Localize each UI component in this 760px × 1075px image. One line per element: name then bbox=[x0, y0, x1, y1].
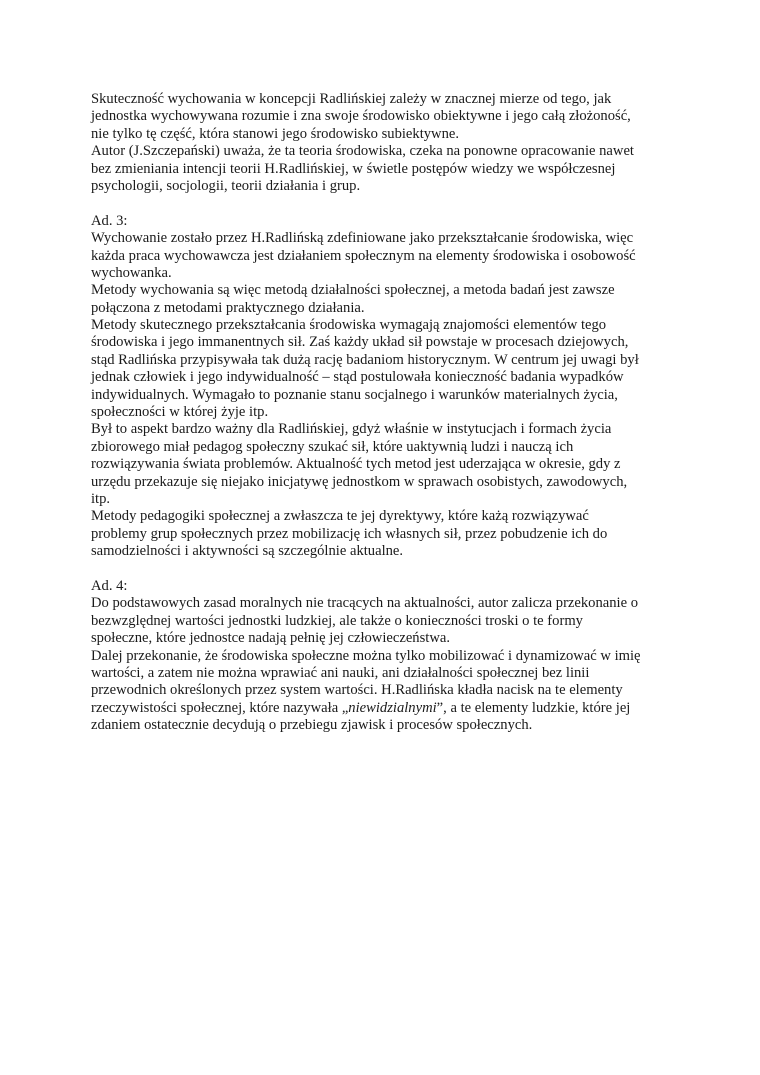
text-line: zdaniem ostatecznie decydują o przebiegu zjawisk i procesów społecznych. bbox=[91, 717, 533, 734]
blank-line bbox=[91, 195, 681, 212]
paragraph bbox=[91, 317, 681, 421]
section-heading: Ad. 4: bbox=[91, 577, 128, 594]
text-line: Metody skutecznego przekształcania środowiska wymagają znajomości elementów tego bbox=[91, 317, 607, 334]
text-line: społeczności w której żyje itp. bbox=[91, 404, 269, 421]
paragraph bbox=[91, 421, 681, 508]
text-line: jednostka wychowywana rozumie i zna swoje środowisko obiektywne i jego całą złożoność, bbox=[91, 108, 631, 125]
text-line: Metody pedagogiki społecznej a zwłaszcza te jej dyrektywy, które każą rozwiązywać bbox=[91, 508, 589, 525]
text-line: bez zmieniania intencji teorii H.Radlińskiej, w świetle postępów wiedzy we współczesnej bbox=[91, 160, 616, 177]
text-line: przewodnich określonych przez system wartości. H.Radlińska kładła nacisk na te elementy bbox=[91, 682, 623, 699]
text-line: zbiorowego miał pedagog społeczny szukać sił, które uaktywnią ludzi i nauczą ich bbox=[91, 438, 574, 455]
text-line: nie tylko tę część, która stanowi jego środowisko subiektywne. bbox=[91, 125, 460, 142]
text-line: społeczne, które jednostce nadają pełnię jej człowieczeństwa. bbox=[91, 630, 451, 647]
text-line: itp. bbox=[91, 490, 111, 507]
text-line: Wychowanie zostało przez H.Radlińską zdefiniowane jako przekształcanie środowiska, więc bbox=[91, 230, 634, 247]
paragraph bbox=[91, 595, 681, 647]
text-line: psychologii, socjologii, teorii działania i grup. bbox=[91, 177, 361, 194]
text-line: urzędu przekazuje się niejako inicjatywę jednostkom w sprawach osobistych, zawodowych, bbox=[91, 473, 628, 490]
document-body bbox=[91, 91, 681, 734]
italic-term: niewidzialnymi bbox=[348, 699, 437, 716]
text-line: stąd Radlińska przypisywała tak dużą rację badaniom historycznym. W centrum jej uwagi był bbox=[91, 351, 639, 368]
paragraph bbox=[91, 282, 681, 317]
text-line: rozwiązywania świata problemów. Aktualność tych metod jest uderzająca w okresie, gdy z bbox=[91, 456, 621, 473]
section-ad-3 bbox=[91, 213, 681, 561]
paragraph bbox=[91, 230, 681, 282]
text-line: wychowanka. bbox=[91, 264, 172, 281]
text-line: samodzielności i aktywności są szczególnie aktualne. bbox=[91, 543, 404, 560]
text-segment: rzeczywistości społecznej, które nazywała „ bbox=[91, 699, 349, 716]
paragraph bbox=[91, 508, 681, 560]
blank-line bbox=[91, 561, 681, 578]
text-line: Metody wychowania są więc metodą działalności społecznej, a metoda badań jest zawsze bbox=[91, 282, 615, 299]
text-line: połączona z metodami praktycznego działania. bbox=[91, 299, 365, 316]
text-line: problemy grup społecznych przez mobilizację ich własnych sił, przez pobudzenie ich do bbox=[91, 525, 608, 542]
section-ad-4 bbox=[91, 578, 681, 735]
text-line: Skuteczność wychowania w koncepcji Radlińskiej zależy w znacznej mierze od tego, jak bbox=[91, 91, 612, 107]
text-line: jednak człowiek i jego indywidualność – stąd postulowała konieczność badania wypadków bbox=[91, 369, 624, 386]
paragraph-intro bbox=[91, 91, 681, 143]
paragraph-author bbox=[91, 143, 681, 195]
text-line: wartości, a zatem nie można wprawiać ani nauki, ani działalności społecznej bez linii bbox=[91, 664, 590, 681]
text-line: Był to aspekt bardzo ważny dla Radlińskiej, gdyż właśnie w instytucjach i formach życia bbox=[91, 421, 612, 438]
section-heading: Ad. 3: bbox=[91, 212, 128, 229]
text-line: Autor (J.Szczepański) uważa, że ta teoria środowiska, czeka na ponowne opracowanie nawet bbox=[91, 143, 634, 160]
text-line: każda praca wychowawcza jest działaniem społecznym na elementy środowiska i osobowość bbox=[91, 247, 636, 264]
text-line: środowiska i jego immanentnych sił. Zaś każdy układ sił powstaje w procesach dziejowych, bbox=[91, 334, 629, 351]
text-line: bezwzględnej wartości jednostki ludzkiej, ale także o konieczności troski o te formy bbox=[91, 612, 583, 629]
paragraph bbox=[91, 648, 681, 735]
text-line: indywidualnych. Wymagało to poznanie stanu socjalnego i warunków materialnych życia, bbox=[91, 386, 618, 403]
text-line-with-italic bbox=[91, 700, 681, 717]
text-line: Do podstawowych zasad moralnych nie tracących na aktualności, autor zalicza przekonanie o bbox=[91, 595, 639, 612]
text-line: Dalej przekonanie, że środowiska społeczne można tylko mobilizować i dynamizować w imię bbox=[91, 647, 641, 664]
text-segment: ”, a te elementy ludzkie, które jej bbox=[436, 699, 631, 716]
